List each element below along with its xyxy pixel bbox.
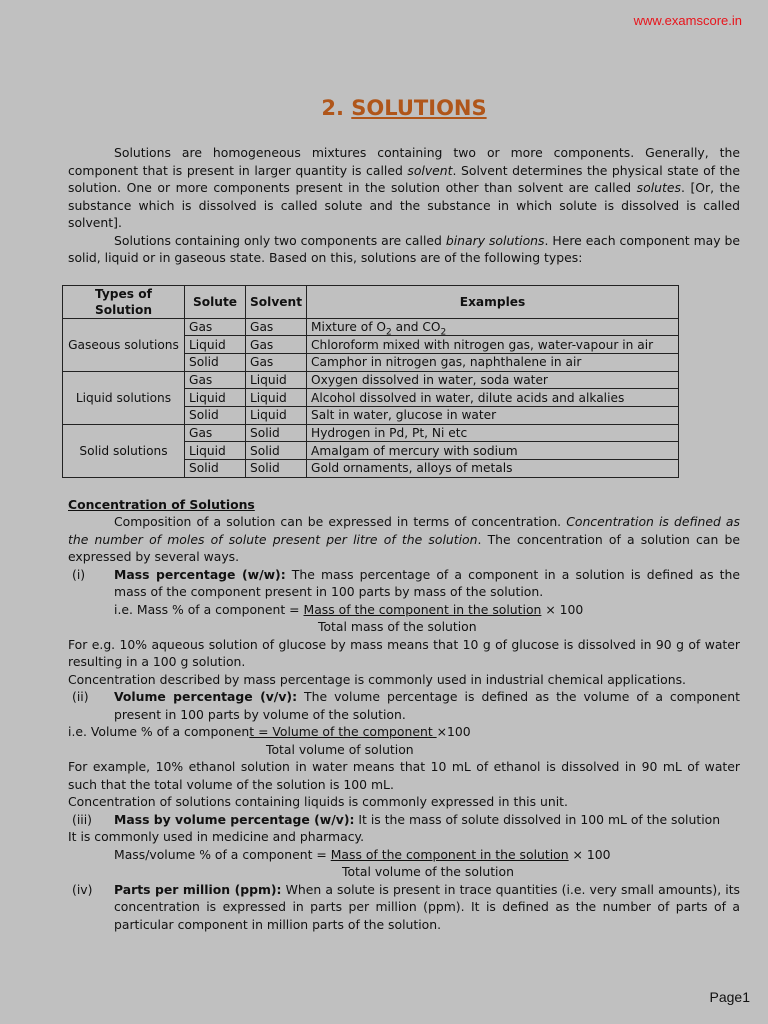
list-item: (i) Mass percentage (w/w): The mass percentage of a component in a solution is defined as the mass of the component present in 100 parts by mass of the solution. [68,566,740,601]
solvent-cell: Liquid [246,406,307,424]
solvent-cell: Solid [246,460,307,478]
table-row [63,318,679,336]
table-row [63,371,679,389]
solvent-cell: Gas [246,336,307,354]
table-header: Examples [307,285,679,318]
formula: Mass/volume % of a component = Mass of the component in the solution × 100 [114,846,611,862]
list-number: (iii) [72,811,92,827]
page-number: Page1 [709,988,750,1005]
solute-cell: Solid [185,353,246,371]
table-header: Types of Solution [63,285,185,318]
table-header: Solvent [246,285,307,318]
list-item: (iv) Parts per million (ppm): When a solute is present in trace quantities (i.e. very small amounts), its concentration is expressed in parts per million (ppm). It is defined as the number of parts of a particular component in million parts of the solution. [68,881,740,934]
solvent-cell: Gas [246,353,307,371]
intro-paragraph-1: Solutions are homogeneous mixtures containing two or more components. Generally, the component that is present in larger quantity is called solvent. Solvent determines the physical state of the solution. One or more components present in the solution other than solvent are called solutes. [Or, the substance which is dissolved is called solute and the substance in which solute is dissolved is called solvent]. [68,145,740,230]
concentration-paragraph: Composition of a solution can be expressed in terms of concentration. Concentration is defined as the number of moles of solute present per litre of the solution. The concentration of a solution can be expressed by several ways. [68,514,741,565]
solution-type-cell: Solid solutions [63,424,185,477]
solute-cell: Liquid [185,389,246,407]
solution-type-cell: Liquid solutions [63,371,185,424]
solvent-cell: Gas [246,318,307,336]
solute-cell: Solid [185,406,246,424]
solvent-cell: Liquid [246,371,307,389]
usage-text: Concentration described by mass percentage is commonly used in industrial chemical applications. [68,671,686,687]
list-number: (iv) [72,881,93,897]
example-text: For example, 10% ethanol solution in water means that 10 mL of ethanol is dissolved in 90 mL of water such that the total volume of the solution is 100 mL. [68,759,740,792]
formula: i.e. Mass % of a component = Mass of the component in the solution × 100 [114,601,584,617]
page-title: 2. SOLUTIONS [321,96,487,120]
formula: i.e. Volume % of a component = Volume of the component ×100 [68,724,471,740]
document-body [68,144,740,933]
solute-cell: Liquid [185,442,246,460]
intro-paragraph-2: Solutions containing only two components are called binary solutions. Here each component may be solid, liquid or in gaseous state. Based on this, solutions are of the following types: [68,232,740,265]
table-header: Solute [185,285,246,318]
formula-denominator: Total mass of the solution [318,619,477,635]
example-cell: Salt in water, glucose in water [307,406,679,424]
solution-types-table [62,285,679,478]
solute-cell: Gas [185,424,246,442]
solute-cell: Gas [185,318,246,336]
solution-type-cell: Gaseous solutions [63,318,185,371]
example-cell: Chloroform mixed with nitrogen gas, water-vapour in air [307,336,679,354]
example-text: For e.g. 10% aqueous solution of glucose by mass means that 10 g of glucose is dissolved in 90 g of water resulting in a 100 g solution. [68,636,740,670]
example-cell: Amalgam of mercury with sodium [307,442,679,460]
list-item: (iii) Mass by volume percentage (w/v): It is the mass of solute dissolved in 100 mL of the solution [68,811,740,829]
list-number: (i) [72,566,86,582]
solute-cell: Gas [185,371,246,389]
example-cell: Hydrogen in Pd, Pt, Ni etc [307,424,679,442]
solute-cell: Liquid [185,336,246,354]
section-heading: Concentration of Solutions [68,496,255,512]
list-item: (ii) Volume percentage (v/v): The volume percentage is defined as the volume of a component present in 100 parts by volume of the solution. [68,688,740,723]
example-cell: Mixture of $O_2$ and $CO_2$ [307,318,679,336]
example-cell: Camphor in nitrogen gas, naphthalene in air [307,353,679,371]
formula-denominator: Total volume of solution [266,741,414,757]
usage-text: It is commonly used in medicine and pharmacy. [68,829,365,845]
solvent-cell: Solid [246,424,307,442]
solvent-cell: Solid [246,442,307,460]
usage-text: Concentration of solutions containing liquids is commonly expressed in this unit. [68,794,568,810]
example-cell: Oxygen dissolved in water, soda water [307,371,679,389]
formula-denominator: Total volume of the solution [342,864,514,880]
list-number: (ii) [72,689,89,705]
site-url: www.examscore.in [633,13,742,28]
table-row [63,424,679,442]
solvent-cell: Liquid [246,389,307,407]
table-header-row [63,285,679,318]
example-cell: Gold ornaments, alloys of metals [307,460,679,478]
example-cell: Alcohol dissolved in water, dilute acids and alkalies [307,389,679,407]
solute-cell: Solid [185,460,246,478]
